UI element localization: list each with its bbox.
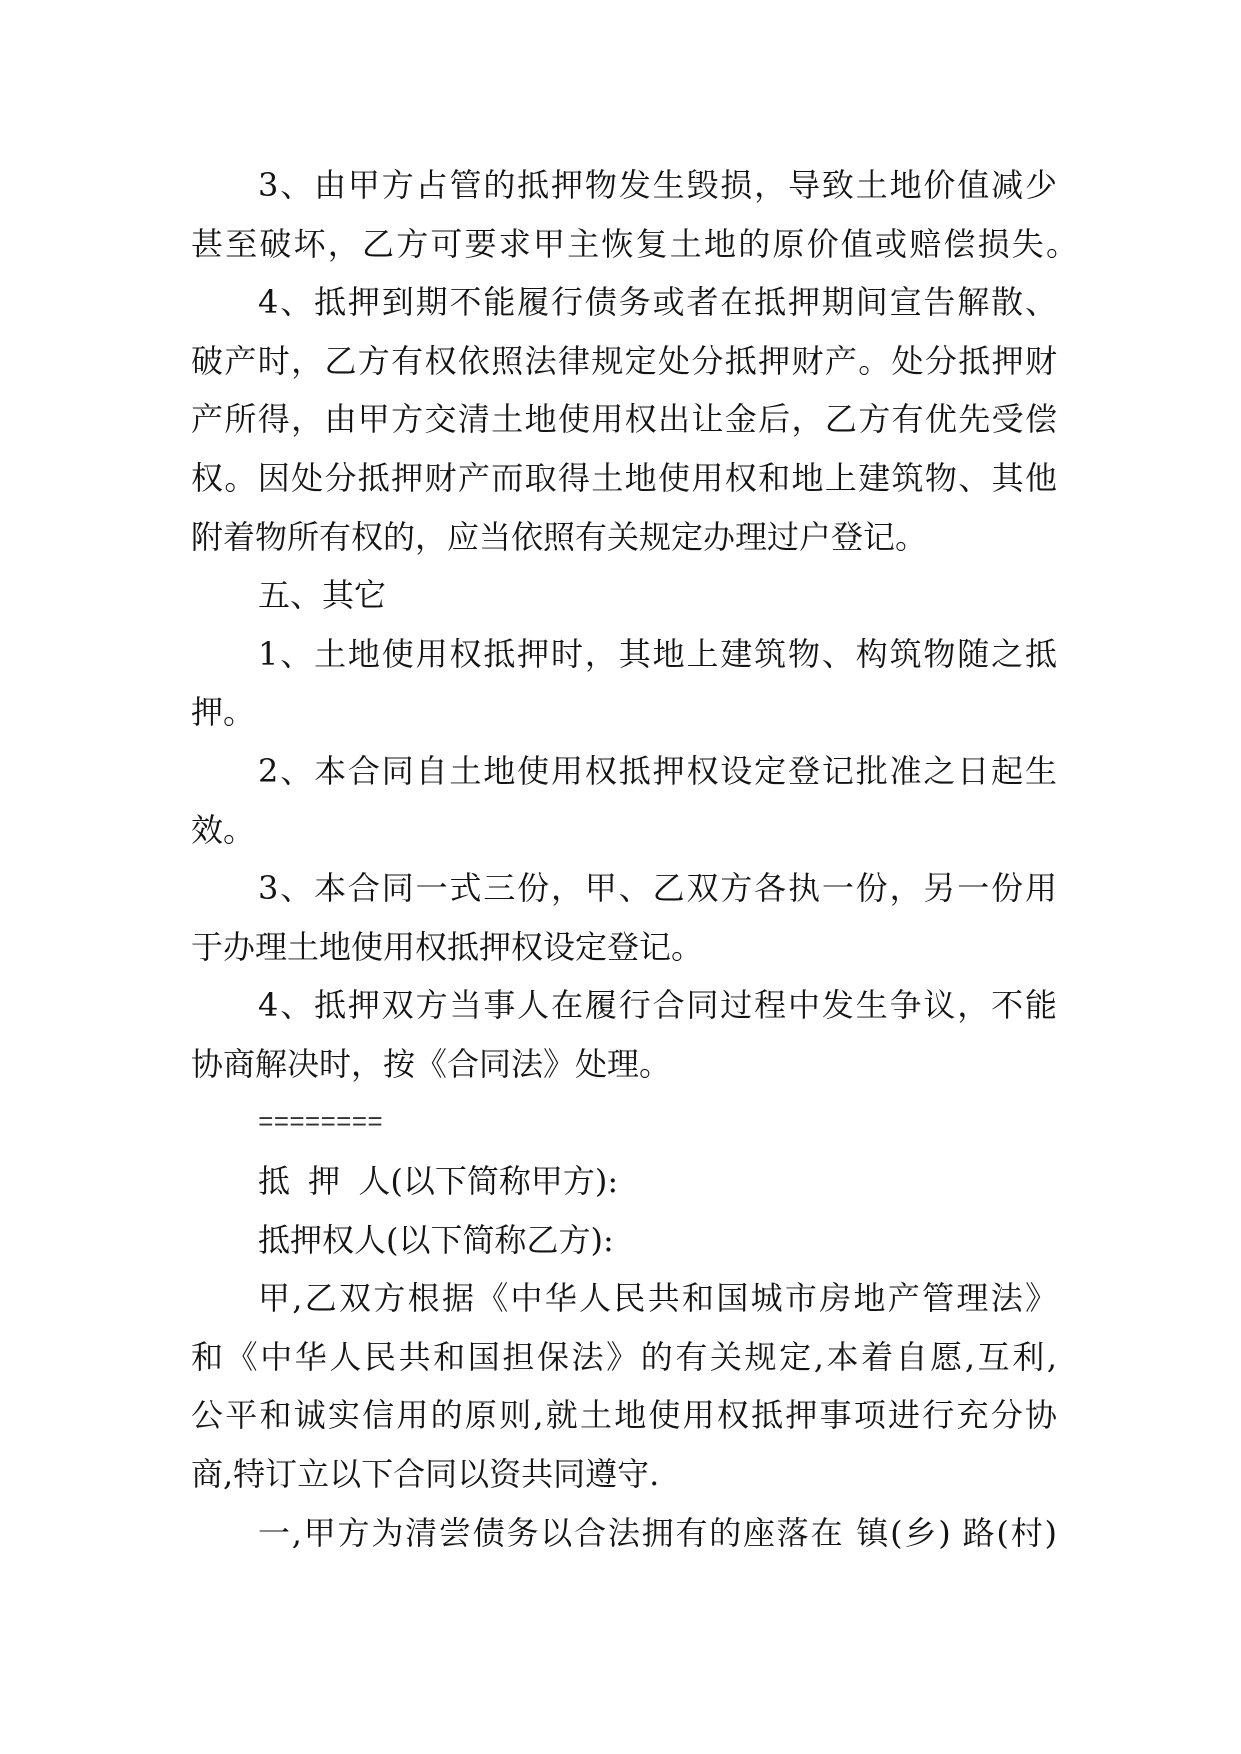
text-line: 权。因处分抵押财产而取得土地使用权和地上建筑物、其他 <box>191 458 1057 497</box>
section-title: 五、其它 <box>258 576 387 615</box>
text-line: 甲,乙双方根据《中华人民共和国城市房地产管理法》 <box>258 1279 1057 1318</box>
paragraph-article-1 <box>191 1504 1057 1563</box>
document-body <box>191 156 1078 1562</box>
paragraph-preamble <box>191 1269 1057 1503</box>
text-line: 押。 <box>191 693 256 732</box>
text-line: 效。 <box>191 810 256 849</box>
party-line: 抵押权人(以下简称乙方): <box>258 1220 614 1259</box>
text-line: 一,甲方为清尝债务以合法拥有的座落在 镇(乡) 路(村) <box>258 1513 1057 1552</box>
text-line: 4、抵押到期不能履行债务或者在抵押期间宣告解散、 <box>258 283 1057 322</box>
text-line: 甚至破坏，乙方可要求甲主恢复土地的原价值或赔偿损失。 <box>191 224 1078 263</box>
text-line: 2、本合同自土地使用权抵押权设定登记批准之日起生 <box>258 751 1057 790</box>
paragraph-other-3 <box>191 859 1057 976</box>
text-line: 1、土地使用权抵押时，其地上建筑物、构筑物随之抵 <box>258 634 1057 673</box>
paragraph-clause-4 <box>191 273 1057 566</box>
separator <box>191 1094 1057 1153</box>
text-line: 3、由甲方占管的抵押物发生毁损，导致土地价值减少 <box>258 166 1057 204</box>
text-line: 协商解决时，按《合同法》处理。 <box>191 1044 672 1083</box>
section-heading <box>191 566 1057 625</box>
text-line: 4、抵押双方当事人在履行合同过程中发生争议，不能 <box>258 986 1057 1025</box>
paragraph-clause-3 <box>191 156 1078 273</box>
text-line: 于办理土地使用权抵押权设定登记。 <box>191 927 704 966</box>
text-line: 和《中华人民共和国担保法》的有关规定,本着自愿,互利, <box>191 1337 1057 1376</box>
party-mortgagee <box>191 1211 1057 1270</box>
party-line: 抵 押 人(以下简称甲方): <box>258 1162 619 1201</box>
text-line: 破产时，乙方有权依照法律规定处分抵押财产。处分抵押财 <box>191 341 1057 380</box>
paragraph-other-1 <box>191 625 1057 742</box>
separator-line: ======== <box>258 1107 383 1138</box>
text-line: 公平和诚实信用的原则,就土地使用权抵押事项进行充分协 <box>191 1396 1057 1435</box>
party-mortgagor <box>191 1152 1057 1211</box>
paragraph-other-4 <box>191 976 1057 1093</box>
text-line: 产所得，由甲方交清土地使用权出让金后，乙方有优先受偿 <box>191 400 1057 439</box>
text-line: 附着物所有权的，应当依照有关规定办理过户登记。 <box>191 517 928 556</box>
text-line: 商,特订立以下合同以资共同遵守. <box>191 1455 660 1494</box>
paragraph-other-2 <box>191 742 1057 859</box>
text-line: 3、本合同一式三份，甲、乙双方各执一份，另一份用 <box>258 869 1057 908</box>
